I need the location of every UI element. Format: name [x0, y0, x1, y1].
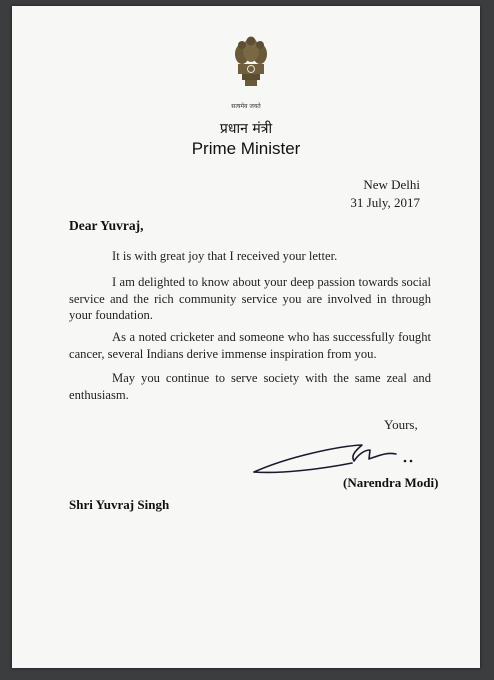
- body-paragraph-4: May you continue to serve society with the same zeal and enthusiasm.: [69, 371, 431, 402]
- national-emblem-icon: [231, 36, 271, 102]
- letter-page: [12, 6, 480, 668]
- signatory-name: (Narendra Modi): [343, 475, 439, 490]
- body-paragraph-2: I am delighted to know about your deep passion towards social service and the rich community service you are involved in through your foundation.: [69, 275, 431, 322]
- salutation: Dear Yuvraj,: [69, 218, 144, 233]
- closing: Yours,: [384, 417, 418, 432]
- body-paragraph-1: It is with great joy that I received your letter.: [112, 249, 338, 263]
- handwritten-signature: [250, 436, 420, 480]
- letter-place: New Delhi: [363, 177, 420, 192]
- recipient-name: Shri Yuvraj Singh: [69, 497, 170, 512]
- emblem-motto: सत्यमेव जयते: [231, 103, 261, 110]
- body-paragraph-3: As a noted cricketer and someone who has successfully fought cancer, several Indians derive immense inspiration from you.: [69, 330, 431, 361]
- letter-date: 31 July, 2017: [350, 195, 420, 210]
- office-title-hindi: प्रधान मंत्री: [219, 121, 273, 137]
- office-title-english: Prime Minister: [191, 139, 301, 158]
